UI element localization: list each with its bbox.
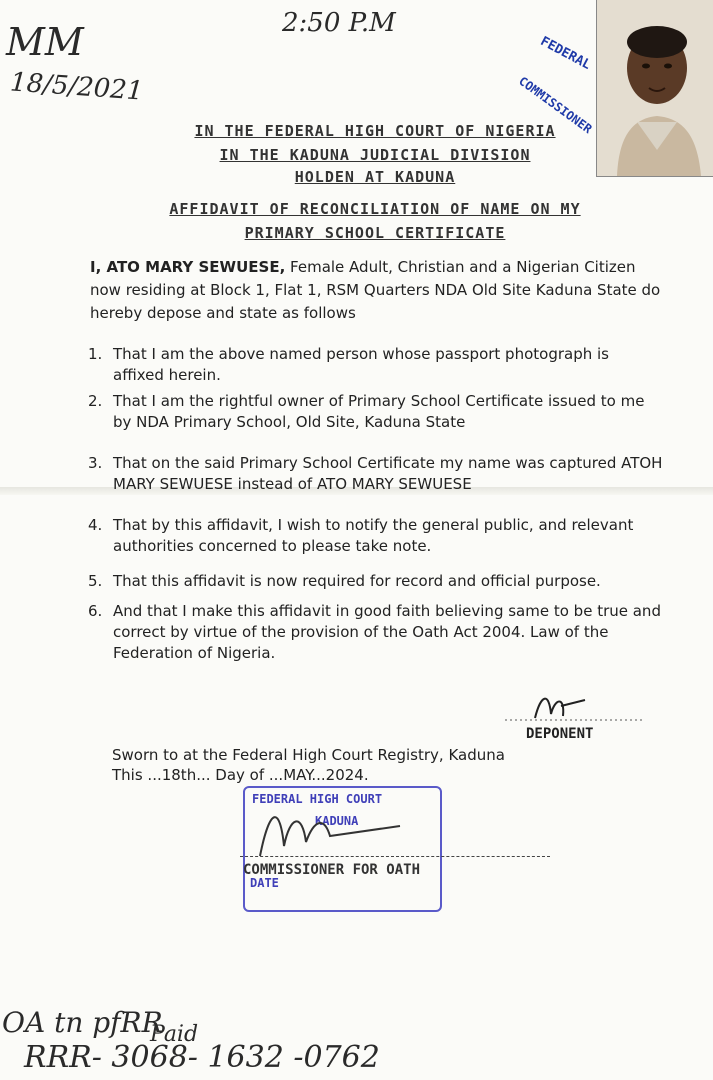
handwritten-paid: Paid bbox=[150, 1022, 199, 1047]
commissioner-label: COMMISSIONER FOR OATH bbox=[243, 862, 421, 878]
deponent-label: DEPONENT bbox=[526, 726, 594, 742]
deponent-signature-icon bbox=[505, 688, 645, 724]
sworn-line-1: Sworn to at the Federal High Court Registry, Kaduna bbox=[112, 746, 505, 764]
passport-photo bbox=[596, 0, 713, 177]
deponent-name: I, ATO MARY SEWUESE, bbox=[90, 258, 286, 276]
list-item: 6. And that I make this affidavit in good faith believing same to be true and correct by virtue of the provision of the Oath Act 2004. Law of the Federation of Nigeria. bbox=[88, 602, 661, 662]
handwritten-time: 2:50 P.M bbox=[282, 8, 396, 38]
court-stamp-city: KADUNA bbox=[315, 814, 359, 828]
court-line-1: IN THE FEDERAL HIGH COURT OF NIGERIA bbox=[194, 122, 556, 140]
affidavit-title-2: PRIMARY SCHOOL CERTIFICATE bbox=[244, 224, 506, 242]
photo-stamp-commissioner: COMMISSIONER bbox=[516, 73, 595, 137]
photo-stamp-federal: FEDERAL bbox=[537, 34, 594, 73]
signature-line bbox=[240, 856, 550, 857]
intro-paragraph bbox=[90, 256, 670, 325]
handwritten-footer-1: OA tn pfRR bbox=[2, 1006, 163, 1039]
sworn-line-2: This ...18th... Day of ...MAY...2024. bbox=[112, 766, 369, 784]
intro-text: Female Adult, Christian and a Nigerian Citizen now residing at Block 1, Flat 1, RSM Quarters NDA Old Site Kaduna State do hereby depose and state as follows bbox=[90, 258, 661, 322]
list-item: 5. That this affidavit is now required for record and official purpose. bbox=[88, 572, 601, 590]
list-item: 3. That on the said Primary School Certificate my name was captured ATOH MARY SEWUESE instead of ATO MARY SEWUESE bbox=[88, 454, 663, 493]
court-line-3: HOLDEN AT KADUNA bbox=[294, 168, 456, 186]
handwritten-date: 18/5/2021 bbox=[9, 67, 145, 107]
court-stamp-name: FEDERAL HIGH COURT bbox=[252, 792, 383, 806]
person-photo-icon bbox=[597, 0, 713, 176]
court-line-2: IN THE KADUNA JUDICIAL DIVISION bbox=[219, 146, 531, 164]
handwritten-rrr: RRR- 3068- 1632 -0762 bbox=[24, 1040, 380, 1075]
handwritten-initials: MM bbox=[6, 20, 84, 64]
affidavit-title-1: AFFIDAVIT OF RECONCILIATION OF NAME ON MY bbox=[169, 200, 581, 218]
list-item: 1. That I am the above named person whose passport photograph is affixed herein. bbox=[88, 345, 609, 384]
list-item: 2. That I am the rightful owner of Primary School Certificate issued to me by NDA Primary School, Old Site, Kaduna State bbox=[88, 392, 645, 431]
list-item: 4. That by this affidavit, I wish to notify the general public, and relevant authorities concerned to please take note. bbox=[88, 516, 634, 555]
court-stamp-date: DATE bbox=[250, 876, 279, 890]
